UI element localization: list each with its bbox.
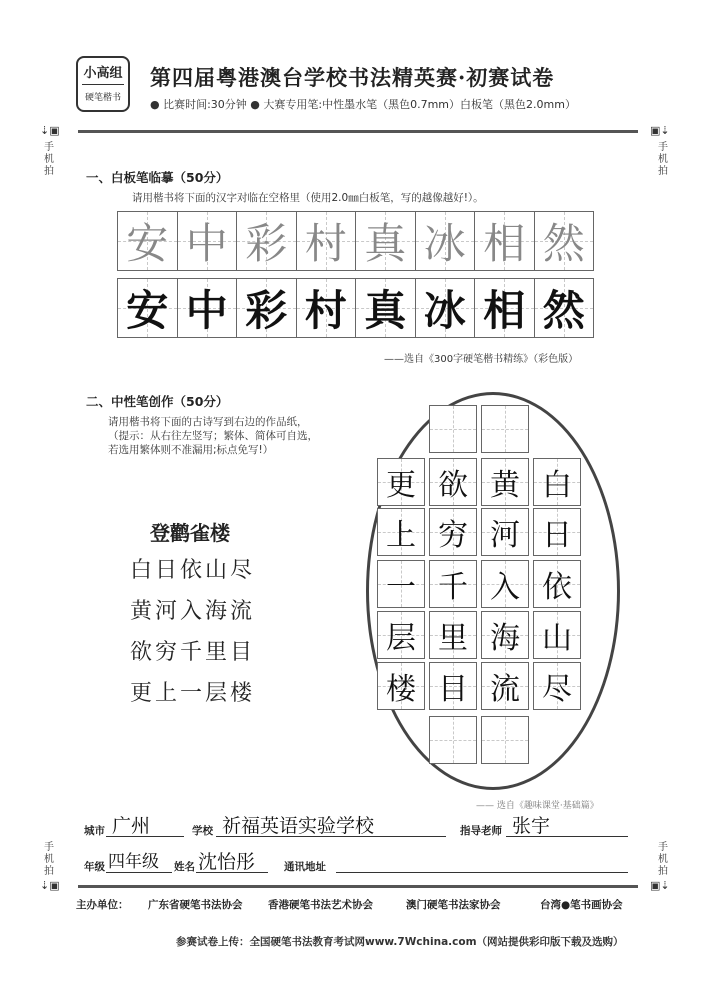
practice-cell	[117, 278, 178, 338]
poem-line-1: 白日依山尽	[130, 558, 256, 583]
practice-char: 安	[126, 286, 169, 335]
model-char: 安	[126, 219, 169, 268]
artwork-char: 一	[386, 570, 416, 605]
artwork-cell	[429, 560, 477, 608]
artwork-cell	[429, 508, 477, 556]
practice-char: 村	[304, 286, 347, 335]
artwork-blank-cell	[429, 716, 477, 764]
artwork-cell	[377, 458, 425, 506]
top-rule	[78, 130, 638, 133]
artwork-char: 欲	[438, 468, 468, 503]
artwork-cell	[377, 662, 425, 710]
name-value[interactable]: 沈怡彤	[198, 851, 256, 873]
model-cell	[355, 211, 416, 271]
model-char: 中	[185, 219, 228, 268]
badge-group-label: 小高组	[83, 66, 123, 81]
city-underline	[106, 836, 184, 837]
name-label: 姓名	[174, 861, 195, 873]
artwork-char: 依	[542, 570, 572, 605]
name-underline	[196, 872, 268, 873]
practice-cell	[236, 278, 297, 338]
model-cell	[236, 211, 297, 271]
artwork-char: 河	[490, 518, 520, 553]
scan-marker-bottom-left-icon: ⇣▣	[40, 879, 60, 892]
side-label-top-left: 手机拍	[44, 142, 54, 177]
artwork-cell	[377, 508, 425, 556]
artwork-char: 海	[490, 621, 520, 656]
artwork-cell	[533, 458, 581, 506]
model-char: 真	[364, 219, 407, 268]
exam-title: 第四届粤港澳台学校书法精英赛·初赛试卷	[150, 65, 555, 90]
artwork-char: 尽	[542, 672, 572, 707]
model-char: 彩	[245, 219, 288, 268]
artwork-cell	[481, 508, 529, 556]
badge-divider	[82, 84, 124, 85]
artwork-cell	[481, 662, 529, 710]
practice-char: 中	[185, 286, 228, 335]
practice-cell	[177, 278, 238, 338]
organizers-lead: 主办单位：	[76, 899, 129, 911]
artwork-cell	[533, 508, 581, 556]
grade-label: 年级	[84, 861, 105, 873]
model-char: 相	[483, 219, 526, 268]
poem-line-3: 欲穷千里目	[130, 640, 256, 665]
side-label-bottom-left: 手机拍	[44, 842, 54, 877]
address-label: 通讯地址	[284, 861, 326, 873]
artwork-char: 上	[386, 518, 416, 553]
scan-marker-top-right-icon: ▣⇣	[650, 124, 670, 137]
section2-instruction-3: 若选用繁体则不准漏用;标点免写!）	[108, 444, 274, 456]
artwork-char: 山	[542, 621, 572, 656]
model-cell	[474, 211, 535, 271]
teacher-label: 指导老师	[460, 825, 502, 837]
artwork-char: 流	[490, 672, 520, 707]
artwork-cell	[533, 611, 581, 659]
artwork-char: 入	[490, 570, 520, 605]
badge-style-label: 硬笔楷书	[84, 93, 121, 103]
model-char: 冰	[423, 219, 466, 268]
practice-char: 冰	[423, 286, 466, 335]
artwork-cell	[377, 560, 425, 608]
section2-source: —— 选自《趣味课堂·基础篇》	[476, 801, 599, 811]
model-char: 村	[304, 219, 347, 268]
poem-line-2: 黄河入海流	[130, 599, 256, 624]
practice-cell	[534, 278, 595, 338]
artwork-cell	[481, 560, 529, 608]
address-underline	[336, 872, 628, 873]
practice-cell	[415, 278, 476, 338]
section2-instruction-1: 请用楷书将下面的古诗写到右边的作品纸，	[108, 416, 308, 428]
section2-instruction-2: （提示：从右往左竖写；繁体、简体可自选，	[108, 430, 318, 442]
school-value[interactable]: 祈福英语实验学校	[222, 815, 375, 837]
artwork-char: 更	[386, 468, 416, 503]
poem-line-4: 更上一层楼	[130, 681, 256, 706]
artwork-char: 里	[438, 621, 468, 656]
practice-char: 真	[364, 286, 407, 335]
side-label-bottom-right: 手机拍	[658, 842, 668, 877]
city-value[interactable]: 广州	[112, 815, 151, 837]
school-label: 学校	[192, 825, 213, 837]
artwork-char: 千	[438, 570, 468, 605]
exam-info: ● 比赛时间:30分钟 ● 大赛专用笔:中性墨水笔（黑色0.7mm）白板笔（黑色2.0mm）	[150, 98, 576, 111]
model-cell	[534, 211, 595, 271]
teacher-underline	[506, 836, 628, 837]
poem-title: 登鹳雀楼	[150, 521, 230, 545]
artwork-char: 目	[438, 672, 468, 707]
artwork-char: 日	[542, 518, 572, 553]
model-cell	[177, 211, 238, 271]
artwork-cell	[533, 662, 581, 710]
model-char: 然	[542, 219, 585, 268]
artwork-blank-cell	[429, 405, 477, 453]
school-underline	[216, 836, 446, 837]
organizer-4: 台湾●笔书画协会	[540, 899, 623, 911]
artwork-cell	[429, 662, 477, 710]
practice-char: 然	[542, 286, 585, 335]
model-cell	[117, 211, 178, 271]
side-label-top-right: 手机拍	[658, 142, 668, 177]
section1-heading: 一、白板笔临摹（50分）	[86, 170, 229, 185]
group-badge	[76, 56, 130, 112]
practice-char: 相	[483, 286, 526, 335]
artwork-char: 层	[386, 621, 416, 656]
grade-underline	[106, 872, 172, 873]
artwork-char: 楼	[386, 672, 416, 707]
practice-cell	[474, 278, 535, 338]
artwork-blank-cell	[481, 405, 529, 453]
organizer-1: 广东省硬笔书法协会	[148, 899, 243, 911]
artwork-cell	[481, 611, 529, 659]
model-cell	[296, 211, 357, 271]
practice-char: 彩	[245, 286, 288, 335]
grade-value[interactable]: 四年级	[108, 852, 159, 872]
artwork-cell	[429, 458, 477, 506]
upload-footer: 参赛试卷上传：全国硬笔书法教育考试网www.7Wchina.com（网站提供彩印版下载及选购）	[176, 936, 624, 948]
artwork-blank-cell	[481, 716, 529, 764]
artwork-cell	[533, 560, 581, 608]
artwork-cell	[429, 611, 477, 659]
city-label: 城市	[84, 825, 105, 837]
scan-marker-top-left-icon: ⇣▣	[40, 124, 60, 137]
model-cell	[415, 211, 476, 271]
teacher-value[interactable]: 张宇	[512, 815, 551, 837]
artwork-char: 黄	[490, 468, 520, 503]
section1-instruction: 请用楷书将下面的汉字对临在空格里（使用2.0㎜白板笔，写的越像越好!）。	[132, 192, 484, 204]
artwork-char: 白	[542, 468, 572, 503]
section1-source: ——选自《300字硬笔楷书精练》（彩色版）	[384, 354, 579, 365]
bottom-rule	[78, 885, 638, 888]
scan-marker-bottom-right-icon: ▣⇣	[650, 879, 670, 892]
organizer-3: 澳门硬笔书法家协会	[406, 899, 501, 911]
organizer-2: 香港硬笔书法艺术协会	[268, 899, 373, 911]
artwork-cell	[377, 611, 425, 659]
artwork-cell	[481, 458, 529, 506]
practice-cell	[296, 278, 357, 338]
practice-cell	[355, 278, 416, 338]
artwork-char: 穷	[438, 518, 468, 553]
section2-heading: 二、中性笔创作（50分）	[86, 394, 229, 409]
